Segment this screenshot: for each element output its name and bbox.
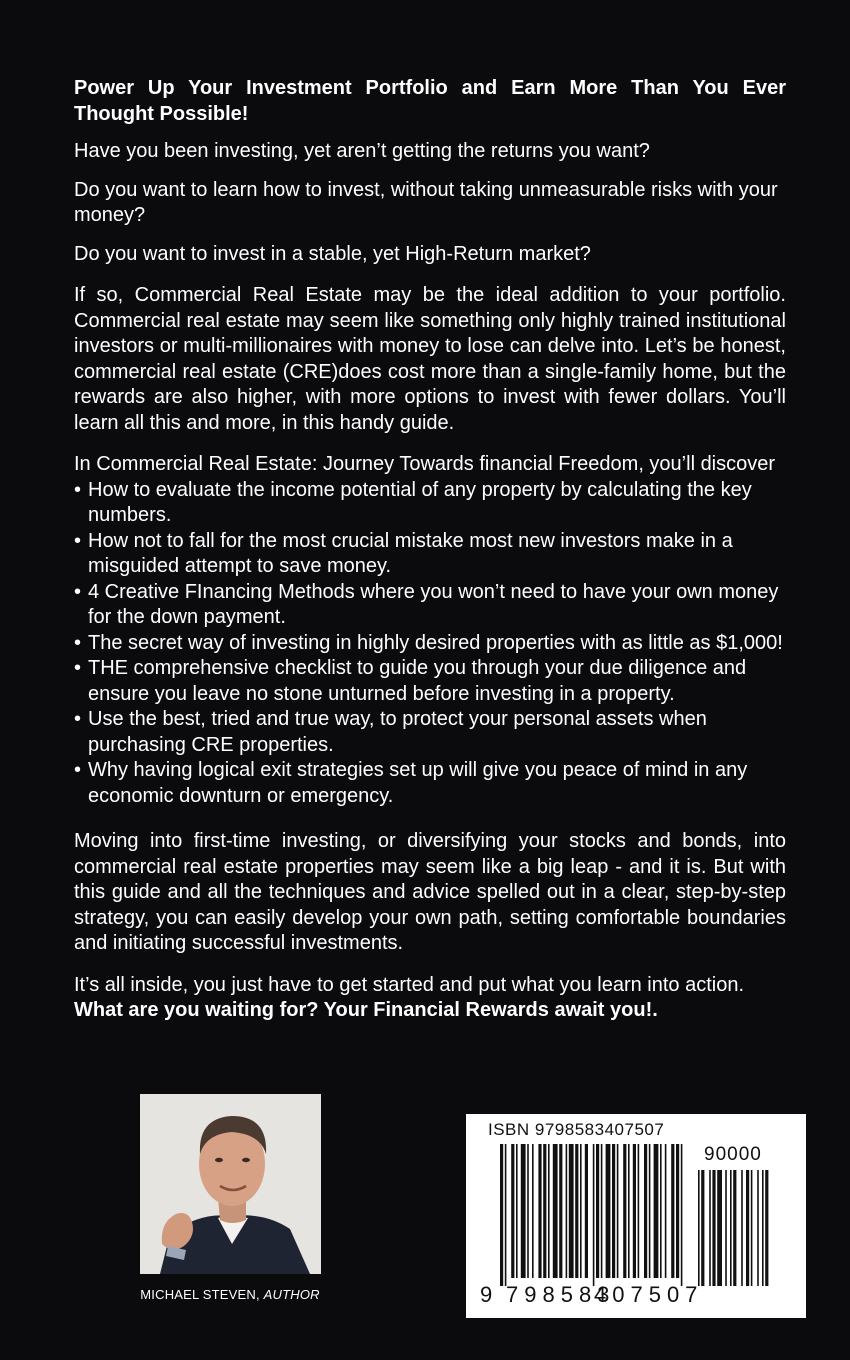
headline: Power Up Your Investment Portfolio and Earn More Than You Ever Thought Possible! xyxy=(74,77,786,125)
barcode-bar xyxy=(511,1144,514,1278)
intro-paragraph: If so, Commercial Real Estate may be the ideal addition to your portfolio. Commercial real estate may seem like something only highly trained institutional investors or multi-millionaires with money to lose can delve into. Let’s be honest, commercial real estate (CRE)does cost more than a single-family home, but the rewards are also higher, with more options to invest with fewer dollars. You’ll learn all this and more, in this handy guide. xyxy=(74,284,786,434)
barcode-bar xyxy=(671,1144,674,1278)
barcode-bar xyxy=(681,1144,683,1286)
benefit-item: • The secret way of investing in highly desired properties with as little as $1,000! xyxy=(74,631,786,657)
question-2: Do you want to learn how to invest, without taking unmeasurable risks with your money? xyxy=(74,178,778,226)
barcode-bar xyxy=(559,1144,562,1278)
barcode-addon-bar xyxy=(701,1170,704,1286)
barcode-bar xyxy=(628,1144,630,1278)
barcode-bar xyxy=(676,1144,679,1278)
barcode-addon-bar xyxy=(712,1170,715,1286)
benefit-item: • How not to fall for the most crucial mistake most new investors make in a misguided attempt to save money. xyxy=(74,529,786,580)
barcode-bar xyxy=(606,1144,611,1278)
barcode-addon-bar xyxy=(709,1170,711,1286)
barcode-bar xyxy=(623,1144,626,1278)
barcode-addon-bar xyxy=(730,1170,732,1286)
barcode-bar xyxy=(566,1144,568,1278)
benefit-list xyxy=(74,478,786,810)
barcode-bar xyxy=(593,1144,595,1286)
barcode-bar xyxy=(617,1144,619,1278)
isbn-barcode xyxy=(466,1114,806,1318)
barcode-digits xyxy=(466,1282,806,1312)
author-caption xyxy=(100,1287,360,1302)
barcode-addon-bar xyxy=(717,1170,722,1286)
barcode-bar xyxy=(500,1144,503,1286)
barcode-addon-bar xyxy=(757,1170,759,1286)
barcode-addon-bar xyxy=(741,1170,743,1286)
barcode-addon-bar xyxy=(762,1170,764,1286)
barcode-bar xyxy=(516,1144,518,1278)
barcode-digit-group-2: 407507 xyxy=(594,1282,704,1307)
barcode-bar xyxy=(543,1144,546,1278)
question-1: Have you been investing, yet aren’t getting the returns you want? xyxy=(74,140,650,162)
barcode-bar xyxy=(601,1144,603,1278)
barcode-bar xyxy=(585,1144,588,1278)
author-role: AUTHOR xyxy=(263,1287,320,1302)
benefit-item: • 4 Creative FInancing Methods where you won’t need to have your own money for the down payment. xyxy=(74,580,786,631)
barcode-digit-lead: 9 xyxy=(480,1282,493,1307)
barcode-bar xyxy=(660,1144,662,1278)
barcode-bar xyxy=(633,1144,636,1278)
barcode-bar xyxy=(612,1144,615,1278)
author-name: MICHAEL STEVEN, xyxy=(140,1287,260,1302)
closing-paragraph: Moving into first-time investing, or diversifying your stocks and bonds, into commercial real estate properties may seem like a big leap - and it is. But with this guide and all the techniques and advice spelled out in a clear, step-by-step strategy, you can easily develop your own path, setting comfortable boundaries and initiating successful investments. xyxy=(74,830,786,954)
final-line: It’s all inside, you just have to get started and put what you learn into action. xyxy=(74,973,745,996)
barcode-addon-bar xyxy=(751,1170,753,1286)
barcode-bar xyxy=(521,1144,526,1278)
back-cover-text xyxy=(74,76,786,1037)
barcode-addon-bar xyxy=(698,1170,700,1286)
barcode-bar xyxy=(580,1144,582,1278)
barcode-bar xyxy=(649,1144,651,1278)
barcode-bar xyxy=(538,1144,541,1278)
benefit-item: • THE comprehensive checklist to guide you through your due diligence and ensure you leave no stone unturned before investing in a property. xyxy=(74,656,786,707)
author-portrait-illustration xyxy=(140,1094,321,1274)
benefit-item: • How to evaluate the income potential of any property by calculating the key numbers. xyxy=(74,478,786,529)
benefit-item: • Use the best, tried and true way, to protect your personal assets when purchasing CRE properties. xyxy=(74,707,786,758)
barcode-addon-bar xyxy=(746,1170,749,1286)
call-to-action: What are you waiting for? Your Financial Rewards await you!. xyxy=(74,999,658,1021)
barcode-bar xyxy=(505,1144,507,1286)
barcode-bar xyxy=(532,1144,534,1278)
barcode-bar xyxy=(638,1144,640,1278)
barcode-bar xyxy=(644,1144,647,1278)
barcode-digit-group-1: 798583 xyxy=(506,1282,616,1307)
barcode-bar xyxy=(596,1144,599,1278)
barcode-addon-bar xyxy=(765,1170,768,1286)
barcode-bar xyxy=(569,1144,574,1278)
barcode-bar xyxy=(575,1144,578,1278)
barcode-addon-bar xyxy=(733,1170,736,1286)
barcode-addon-bar xyxy=(725,1170,727,1286)
question-3: Do you want to invest in a stable, yet High-Return market? xyxy=(74,242,591,265)
barcode-bar xyxy=(553,1144,558,1278)
barcode-bar xyxy=(548,1144,550,1278)
barcode-bar xyxy=(527,1144,529,1278)
benefit-item: • Why having logical exit strategies set up will give you peace of mind in any economic downturn or emergency. xyxy=(74,758,786,809)
barcode-bar xyxy=(665,1144,667,1278)
barcode-addon-number: 90000 xyxy=(704,1144,762,1165)
isbn-label: ISBN 9798583407507 xyxy=(488,1120,665,1139)
barcode-bar xyxy=(654,1144,659,1278)
discover-intro: In Commercial Real Estate: Journey Towards financial Freedom, you’ll discover xyxy=(74,453,776,475)
author-photo xyxy=(140,1094,321,1274)
